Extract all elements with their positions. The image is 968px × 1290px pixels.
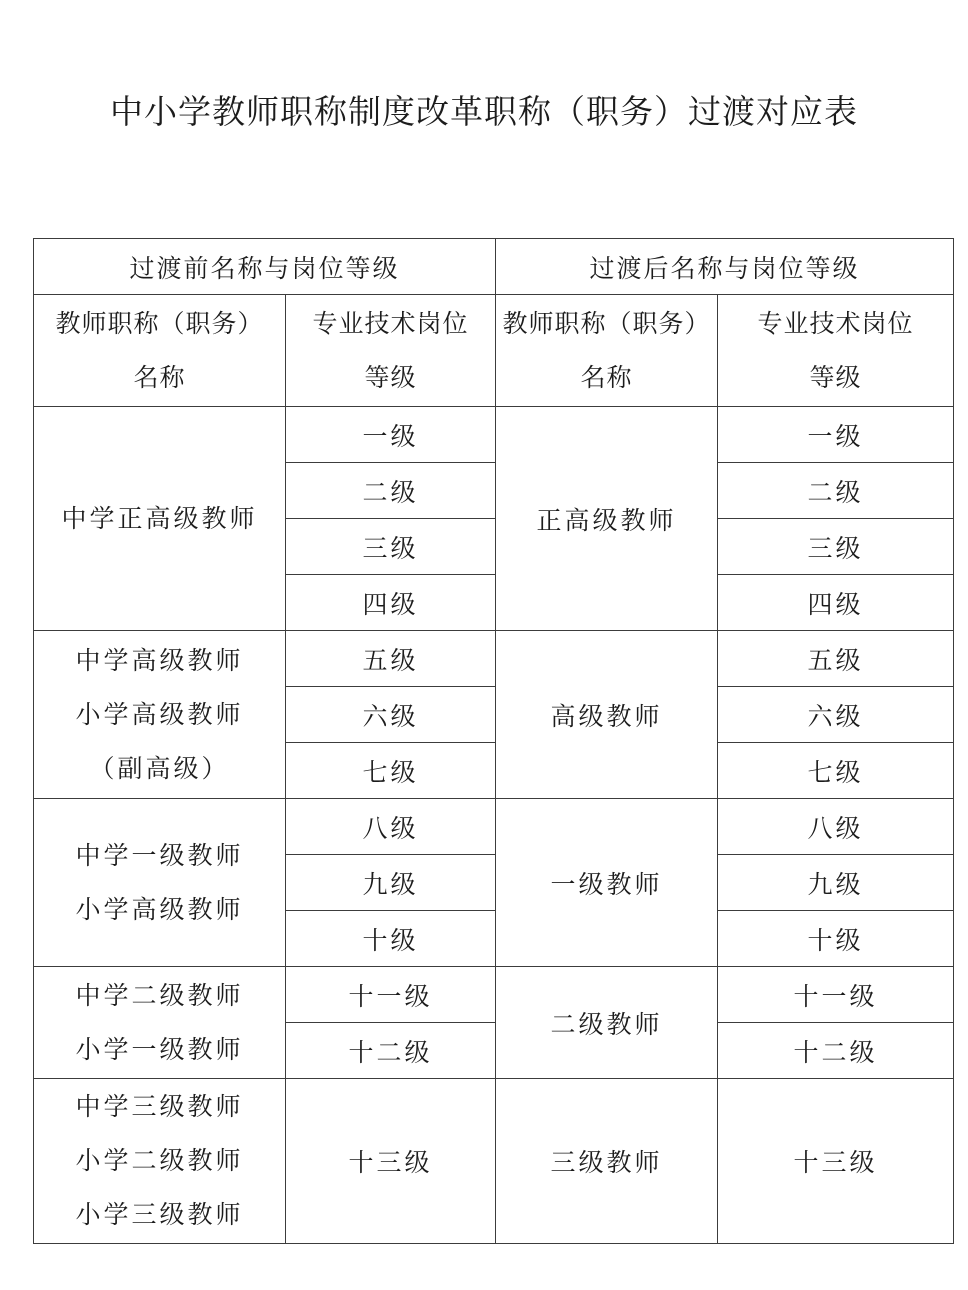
before-title-cell [34, 967, 286, 1079]
header-before: 过渡前名称与岗位等级 [34, 239, 496, 295]
before-title: 中学正高级教师 [61, 503, 258, 533]
after-level-cell: 十一级 [718, 967, 954, 1023]
before-title: 小学三级教师 [75, 1200, 244, 1229]
after-level-cell: 三级 [718, 519, 954, 575]
before-title: 小学高级教师 [75, 894, 244, 924]
header-row-sub [34, 295, 954, 407]
subheader-line: 等级 [809, 362, 862, 392]
after-title-cell: 正高级教师 [496, 407, 718, 631]
before-level-cell: 八级 [286, 799, 496, 855]
before-level-cell: 九级 [286, 855, 496, 911]
before-level-cell: 五级 [286, 631, 496, 687]
before-level-cell: 六级 [286, 687, 496, 743]
table-row [34, 799, 954, 855]
after-level-cell: 十二级 [718, 1023, 954, 1079]
subheader-line: 等级 [364, 362, 417, 392]
before-title: （副高级） [89, 753, 230, 783]
table-row [34, 1079, 954, 1244]
before-level-cell: 十三级 [286, 1079, 496, 1244]
subheader-line: 专业技术岗位 [312, 308, 469, 338]
header-row-main [34, 239, 954, 295]
before-title-cell [34, 1079, 286, 1244]
after-level-cell: 五级 [718, 631, 954, 687]
before-title: 小学二级教师 [75, 1146, 244, 1175]
subheader-line: 教师职称（职务） [502, 308, 711, 338]
after-level-cell: 九级 [718, 855, 954, 911]
subheader-line: 专业技术岗位 [757, 308, 914, 338]
after-level-cell: 十级 [718, 911, 954, 967]
before-level-cell: 十级 [286, 911, 496, 967]
before-title-cell [34, 631, 286, 799]
after-title-cell: 三级教师 [496, 1079, 718, 1244]
table-row [34, 631, 954, 687]
subheader-after-level [718, 295, 954, 407]
before-level-cell: 四级 [286, 575, 496, 631]
before-title: 中学二级教师 [75, 980, 244, 1010]
after-level-cell: 十三级 [718, 1079, 954, 1244]
before-title: 小学一级教师 [75, 1034, 244, 1064]
table-row [34, 407, 954, 463]
after-level-cell: 六级 [718, 687, 954, 743]
before-title: 中学一级教师 [75, 840, 244, 870]
before-level-cell: 三级 [286, 519, 496, 575]
transition-table [33, 238, 954, 1244]
subheader-after-title [496, 295, 718, 407]
after-level-cell: 七级 [718, 743, 954, 799]
after-level-cell: 四级 [718, 575, 954, 631]
after-level-cell: 二级 [718, 463, 954, 519]
before-title-cell [34, 407, 286, 631]
before-level-cell: 十一级 [286, 967, 496, 1023]
after-level-cell: 一级 [718, 407, 954, 463]
before-title: 小学高级教师 [75, 699, 244, 729]
subheader-line: 名称 [580, 362, 633, 392]
before-title-cell [34, 799, 286, 967]
before-level-cell: 七级 [286, 743, 496, 799]
before-level-cell: 一级 [286, 407, 496, 463]
before-title: 中学高级教师 [75, 645, 244, 675]
after-level-cell: 八级 [718, 799, 954, 855]
after-title-cell: 二级教师 [496, 967, 718, 1079]
document-title: 中小学教师职称制度改革职称（职务）过渡对应表 [110, 92, 858, 131]
header-after: 过渡后名称与岗位等级 [496, 239, 954, 295]
before-title: 中学三级教师 [75, 1092, 244, 1121]
before-level-cell: 十二级 [286, 1023, 496, 1079]
subheader-line: 教师职称（职务） [55, 308, 264, 338]
subheader-before-title [34, 295, 286, 407]
before-level-cell: 二级 [286, 463, 496, 519]
subheader-before-level [286, 295, 496, 407]
after-title-cell: 一级教师 [496, 799, 718, 967]
after-title-cell: 高级教师 [496, 631, 718, 799]
table-row [34, 967, 954, 1023]
subheader-line: 名称 [133, 362, 186, 392]
